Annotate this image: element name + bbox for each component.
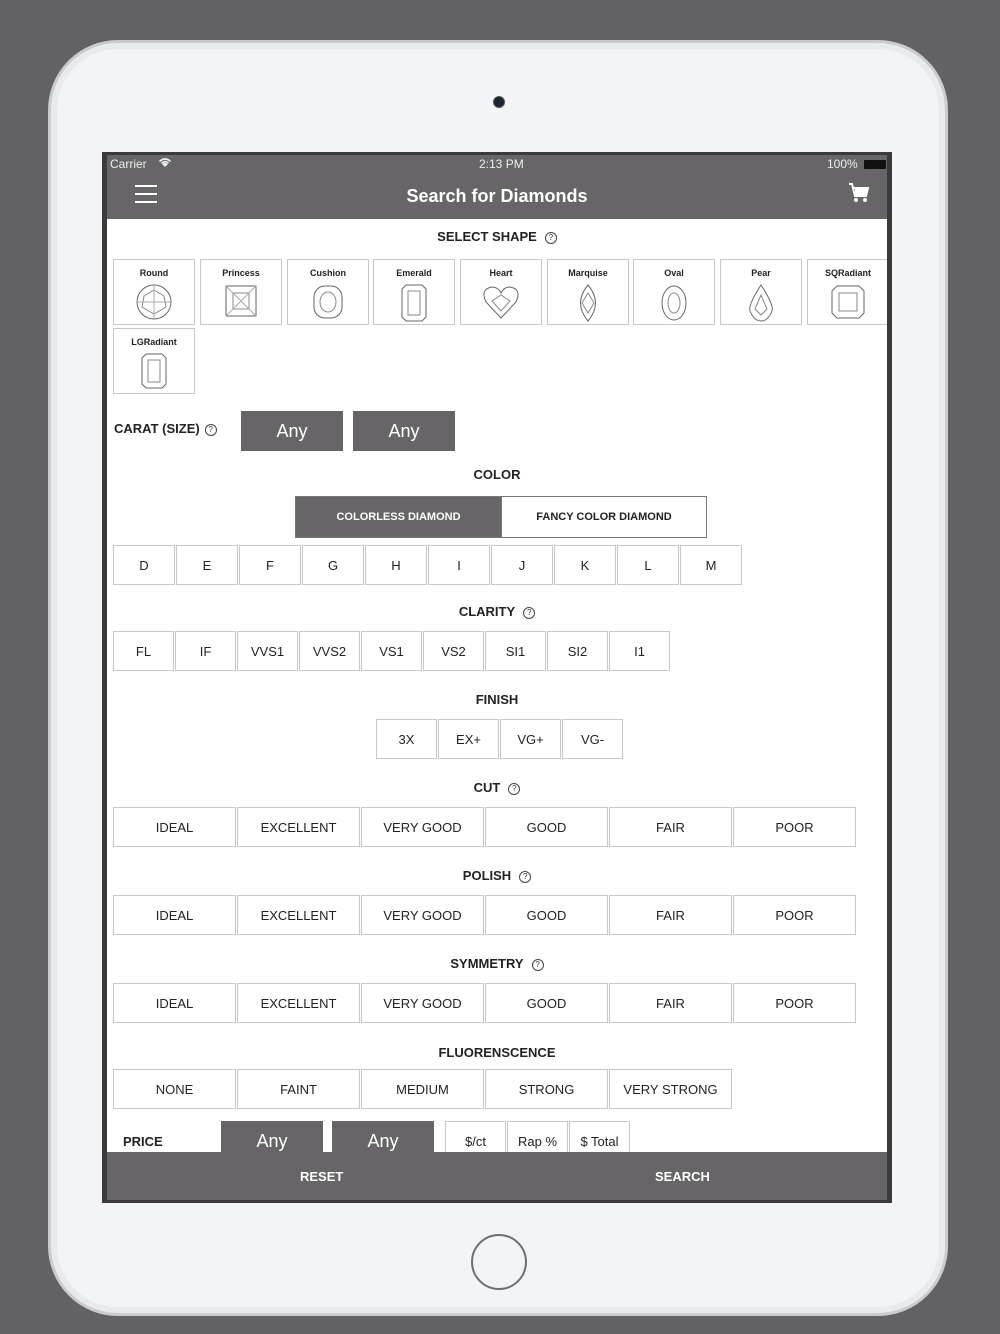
- clarity-grade-fl[interactable]: FL: [113, 631, 174, 671]
- shape-round[interactable]: [113, 259, 195, 325]
- color-grade-l[interactable]: L: [617, 545, 679, 585]
- cut-grade-ideal[interactable]: IDEAL: [113, 807, 236, 847]
- polish-grade-very-good[interactable]: VERY GOOD: [361, 895, 484, 935]
- carat-max-button[interactable]: Any: [353, 411, 455, 451]
- clarity-grade-si1[interactable]: SI1: [485, 631, 546, 671]
- symmetry-help-icon[interactable]: ?: [532, 959, 544, 971]
- polish-section-title: [107, 868, 887, 883]
- camera: [493, 96, 505, 108]
- polish-grade-row: [113, 895, 857, 935]
- carat-label: [114, 421, 217, 436]
- shape-label: Heart: [489, 268, 513, 278]
- fluorescence-grade-row: [113, 1069, 733, 1109]
- fluorescence-grade-faint[interactable]: FAINT: [237, 1069, 360, 1109]
- clarity-grade-vs2[interactable]: VS2: [423, 631, 484, 671]
- color-section-title: COLOR: [473, 467, 521, 482]
- cushion-diamond-icon: [311, 283, 345, 321]
- polish-title-text: POLISH: [462, 868, 512, 883]
- clarity-help-icon[interactable]: ?: [523, 607, 535, 619]
- reset-button[interactable]: RESET: [300, 1169, 344, 1184]
- color-grade-f[interactable]: F: [239, 545, 301, 585]
- shape-cushion[interactable]: [287, 259, 369, 325]
- carat-min-button[interactable]: Any: [241, 411, 343, 451]
- color-grade-e[interactable]: E: [176, 545, 238, 585]
- polish-grade-poor[interactable]: POOR: [733, 895, 856, 935]
- oval-diamond-icon: [659, 283, 689, 323]
- cut-help-icon[interactable]: ?: [508, 783, 520, 795]
- shape-label: Princess: [222, 268, 260, 278]
- cut-grade-very-good[interactable]: VERY GOOD: [361, 807, 484, 847]
- wifi-icon: [157, 156, 173, 171]
- price-mode-rap-percent[interactable]: Rap %: [507, 1121, 568, 1161]
- shape-lgradiant[interactable]: [113, 328, 195, 394]
- home-button[interactable]: [471, 1234, 527, 1290]
- cut-grade-good[interactable]: GOOD: [485, 807, 608, 847]
- shape-label: SQRadiant: [824, 268, 871, 278]
- clarity-grade-i1[interactable]: I1: [609, 631, 670, 671]
- cut-grade-row: [113, 807, 857, 847]
- color-grade-i[interactable]: I: [428, 545, 490, 585]
- emerald-diamond-icon: [400, 283, 428, 323]
- cart-icon[interactable]: [847, 181, 871, 205]
- shape-label: Emerald: [396, 268, 432, 278]
- price-min-button[interactable]: Any: [221, 1121, 323, 1161]
- cut-grade-excellent[interactable]: EXCELLENT: [237, 807, 360, 847]
- color-grade-k[interactable]: K: [554, 545, 616, 585]
- search-button[interactable]: SEARCH: [655, 1169, 710, 1184]
- fluorescence-grade-very-strong[interactable]: VERY STRONG: [609, 1069, 732, 1109]
- cut-grade-fair[interactable]: FAIR: [609, 807, 732, 847]
- color-type-toggle: [295, 496, 707, 538]
- symmetry-section-title: [107, 956, 887, 971]
- shape-label: Round: [139, 268, 169, 278]
- fluorescence-section-title: FLUORENSCENCE: [438, 1045, 556, 1060]
- status-bar: [107, 155, 887, 173]
- fluorescence-grade-strong[interactable]: STRONG: [485, 1069, 608, 1109]
- symmetry-grade-good[interactable]: GOOD: [485, 983, 608, 1023]
- polish-grade-ideal[interactable]: IDEAL: [113, 895, 236, 935]
- finish-grade-vg-minus[interactable]: VG-: [562, 719, 623, 759]
- finish-grade-3x[interactable]: 3X: [376, 719, 437, 759]
- clarity-title-text: CLARITY: [458, 604, 516, 619]
- symmetry-grade-excellent[interactable]: EXCELLENT: [237, 983, 360, 1023]
- price-label: PRICE: [123, 1134, 163, 1149]
- color-grade-d[interactable]: D: [113, 545, 175, 585]
- clarity-grade-row: [113, 631, 671, 671]
- shape-heart[interactable]: [460, 259, 542, 325]
- marquise-diamond-icon: [575, 283, 601, 323]
- symmetry-grade-poor[interactable]: POOR: [733, 983, 856, 1023]
- cut-title-text: CUT: [473, 780, 501, 795]
- symmetry-grade-very-good[interactable]: VERY GOOD: [361, 983, 484, 1023]
- finish-section-title: FINISH: [475, 692, 519, 707]
- polish-grade-good[interactable]: GOOD: [485, 895, 608, 935]
- shape-label: Cushion: [310, 268, 346, 278]
- carat-help-icon[interactable]: ?: [205, 424, 217, 436]
- color-grade-row: [113, 545, 743, 585]
- pear-diamond-icon: [746, 283, 776, 323]
- polish-help-icon[interactable]: ?: [519, 871, 531, 883]
- shape-label: LGRadiant: [131, 337, 177, 347]
- heart-diamond-icon: [482, 283, 520, 321]
- cut-grade-poor[interactable]: POOR: [733, 807, 856, 847]
- shape-marquise[interactable]: [547, 259, 629, 325]
- cut-section-title: [107, 780, 887, 795]
- shape-help-icon[interactable]: ?: [545, 232, 557, 244]
- princess-diamond-icon: [223, 283, 259, 319]
- finish-grade-ex-plus[interactable]: EX+: [438, 719, 499, 759]
- long-radiant-diamond-icon: [140, 352, 168, 390]
- clarity-section-title: [107, 604, 887, 619]
- shape-oval[interactable]: [633, 259, 715, 325]
- clarity-grade-if[interactable]: IF: [175, 631, 236, 671]
- status-time: 2:13 PM: [479, 157, 524, 171]
- colorless-diamond-tab[interactable]: COLORLESS DIAMOND: [296, 497, 501, 537]
- clarity-grade-vvs1[interactable]: VVS1: [237, 631, 298, 671]
- finish-grade-row: [376, 719, 624, 759]
- battery-percent: 100%: [827, 157, 858, 171]
- square-radiant-diamond-icon: [829, 283, 867, 321]
- page-title: Search for Diamonds: [406, 186, 588, 206]
- symmetry-grade-row: [113, 983, 857, 1023]
- color-grade-h[interactable]: H: [365, 545, 427, 585]
- shape-label: Pear: [751, 268, 771, 278]
- color-grade-j[interactable]: J: [491, 545, 553, 585]
- price-max-button[interactable]: Any: [332, 1121, 434, 1161]
- color-grade-g[interactable]: G: [302, 545, 364, 585]
- nav-bar: [107, 173, 887, 219]
- battery-icon: [864, 160, 886, 169]
- fluorescence-grade-none[interactable]: NONE: [113, 1069, 236, 1109]
- shape-pear[interactable]: [720, 259, 802, 325]
- price-mode-total[interactable]: $ Total: [569, 1121, 630, 1161]
- bottom-action-bar: [107, 1152, 887, 1200]
- polish-grade-fair[interactable]: FAIR: [609, 895, 732, 935]
- shape-label: Marquise: [568, 268, 608, 278]
- clarity-grade-vvs2[interactable]: VVS2: [299, 631, 360, 671]
- symmetry-title-text: SYMMETRY: [450, 956, 524, 971]
- shape-princess[interactable]: [200, 259, 282, 325]
- carat-label-text: CARAT (SIZE): [114, 421, 200, 436]
- symmetry-grade-fair[interactable]: FAIR: [609, 983, 732, 1023]
- clarity-grade-vs1[interactable]: VS1: [361, 631, 422, 671]
- app-screen: [107, 155, 887, 1200]
- clarity-grade-si2[interactable]: SI2: [547, 631, 608, 671]
- finish-grade-vg-plus[interactable]: VG+: [500, 719, 561, 759]
- shape-section-title: [107, 229, 887, 244]
- color-grade-m[interactable]: M: [680, 545, 742, 585]
- fluorescence-grade-medium[interactable]: MEDIUM: [361, 1069, 484, 1109]
- round-diamond-icon: [135, 283, 173, 321]
- symmetry-grade-ideal[interactable]: IDEAL: [113, 983, 236, 1023]
- shape-title-text: SELECT SHAPE: [437, 229, 537, 244]
- fancy-color-diamond-tab[interactable]: FANCY COLOR DIAMOND: [501, 497, 706, 537]
- carrier-label: Carrier: [110, 157, 147, 171]
- shape-label: Oval: [664, 268, 684, 278]
- price-mode-per-carat[interactable]: $/ct: [445, 1121, 506, 1161]
- screen: [102, 152, 892, 1203]
- polish-grade-excellent[interactable]: EXCELLENT: [237, 895, 360, 935]
- shape-sqradiant[interactable]: [807, 259, 887, 325]
- shape-emerald[interactable]: [373, 259, 455, 325]
